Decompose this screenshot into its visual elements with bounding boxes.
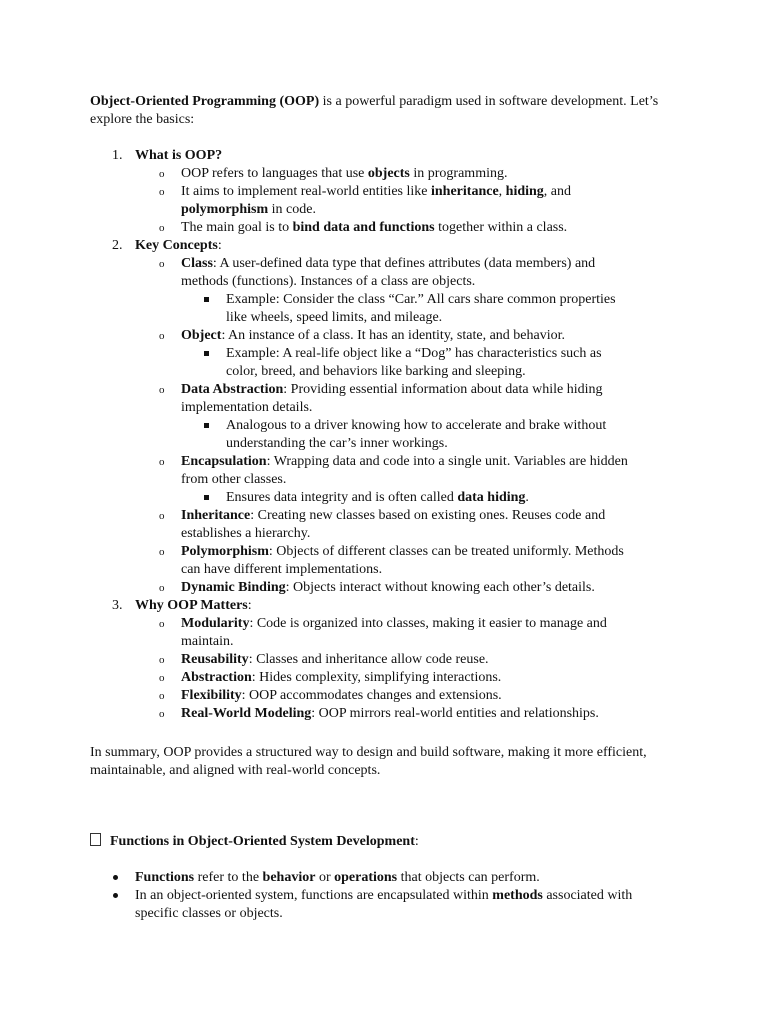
text-run: Example: A real-life object like a “Dog” has characteristics such as color, breed, and behaviors like barking and sleeping. — [226, 346, 602, 379]
sub-item — [135, 453, 631, 507]
text-run: , — [498, 184, 506, 199]
text-run: : Objects interact without knowing each other’s details. — [285, 580, 595, 595]
circle-bullet-icon: o — [159, 690, 165, 702]
bold-text: Abstraction — [181, 670, 252, 685]
sub-sub-list — [181, 291, 631, 327]
sub-item — [135, 705, 631, 723]
sub-list — [135, 165, 768, 237]
sub-item — [135, 579, 631, 597]
circle-bullet-icon: o — [159, 384, 165, 396]
text-run: together within a class. — [434, 220, 568, 235]
text-run: In an object-oriented system, functions are encapsulated within — [135, 888, 493, 903]
intro-bold: Object-Oriented Programming (OOP) — [90, 94, 320, 109]
bold-text: Data Abstraction — [181, 382, 284, 397]
section-number: 3. — [112, 598, 123, 613]
text-run: : Code is organized into classes, making it easier to manage and maintain. — [181, 616, 607, 649]
section-number: 2. — [112, 238, 123, 253]
bold-text: Real-World Modeling — [181, 706, 312, 721]
text-run: Example: Consider the class “Car.” All cars share common properties like wheels, speed limits, and mileage. — [226, 292, 616, 325]
dot-bullet-icon — [113, 893, 118, 898]
section-item — [0, 597, 768, 723]
circle-bullet-icon: o — [159, 456, 165, 468]
circle-bullet-icon: o — [159, 330, 165, 342]
bold-text: Class — [181, 256, 213, 271]
functions-bullet-item — [0, 869, 675, 887]
sub-item — [135, 327, 631, 381]
bold-text: Functions — [135, 870, 195, 885]
bold-text: methods — [492, 888, 543, 903]
circle-bullet-icon: o — [159, 258, 165, 270]
bold-text: Dynamic Binding — [181, 580, 286, 595]
bold-text: Polymorphism — [181, 544, 269, 559]
functions-heading — [90, 833, 419, 851]
bold-text: polymorphism — [181, 202, 269, 217]
square-bullet-icon — [204, 297, 209, 302]
bold-text: Flexibility — [181, 688, 242, 703]
intro-paragraph — [90, 93, 690, 129]
sub-sub-item — [181, 417, 631, 453]
bold-text: objects — [367, 166, 410, 181]
section-item — [0, 147, 768, 237]
functions-bullet-item — [0, 887, 675, 923]
bold-text: operations — [334, 870, 398, 885]
bold-text: bind data and functions — [292, 220, 435, 235]
sub-sub-item — [181, 489, 631, 507]
section-title-suffix: : — [247, 598, 252, 613]
bold-text: Modularity — [181, 616, 250, 631]
oop-outline-list — [0, 147, 768, 723]
sub-item — [135, 183, 631, 219]
text-run: : Objects of different classes can be treated uniformly. Methods can have different implementations. — [181, 544, 624, 577]
sub-sub-list — [181, 489, 631, 507]
text-run: . — [525, 490, 529, 505]
summary-paragraph: In summary, OOP provides a structured way to design and build software, making it more efficient, maintainable, and aligned with real-world concepts. — [90, 745, 647, 778]
circle-bullet-icon: o — [159, 618, 165, 630]
text-run: , and — [543, 184, 572, 199]
text-run: : Providing essential information about data while hiding implementation details. — [181, 382, 603, 415]
text-run: that objects can perform. — [397, 870, 540, 885]
dot-bullet-icon — [113, 875, 118, 880]
bold-text: data hiding — [457, 490, 526, 505]
circle-bullet-icon: o — [159, 672, 165, 684]
text-run: : Wrapping data and code into a single unit. Variables are hidden from other classes. — [181, 454, 628, 487]
bold-text: hiding — [505, 184, 544, 199]
square-bullet-icon — [204, 495, 209, 500]
bold-text: inheritance — [431, 184, 499, 199]
text-run: : Classes and inheritance allow code reuse. — [248, 652, 489, 667]
bold-text: Encapsulation — [181, 454, 267, 469]
intro-text: is a powerful paradigm used in software development. Let’s explore the basics: — [90, 94, 659, 127]
text-run: OOP refers to languages that use — [181, 166, 368, 181]
text-run: Analogous to a driver knowing how to accelerate and brake without understanding the car’s inner workings. — [226, 418, 607, 451]
sub-item — [135, 165, 631, 183]
text-run: Ensures data integrity and is often called — [226, 490, 458, 505]
text-run: refer to the — [194, 870, 263, 885]
section-item — [0, 237, 768, 597]
text-run: It aims to implement real-world entities like — [181, 184, 431, 199]
square-bullet-icon — [204, 423, 209, 428]
sub-item — [135, 651, 631, 669]
sub-sub-item — [181, 345, 631, 381]
circle-bullet-icon: o — [159, 582, 165, 594]
section-number: 1. — [112, 148, 123, 163]
circle-bullet-icon: o — [159, 510, 165, 522]
sub-list — [135, 255, 768, 597]
circle-bullet-icon: o — [159, 546, 165, 558]
text-run: : Hides complexity, simplifying interactions. — [251, 670, 502, 685]
circle-bullet-icon: o — [159, 654, 165, 666]
sub-item — [135, 615, 631, 651]
circle-bullet-icon: o — [159, 222, 165, 234]
sub-sub-list — [181, 345, 631, 381]
sub-item — [135, 687, 631, 705]
sub-item — [135, 507, 631, 543]
bold-text: Reusability — [181, 652, 249, 667]
text-run: : Creating new classes based on existing ones. Reuses code and establishes a hierarchy. — [181, 508, 606, 541]
text-run: : An instance of a class. It has an identity, state, and behavior. — [221, 328, 565, 343]
square-bullet-icon — [204, 351, 209, 356]
text-run: : OOP accommodates changes and extensions. — [241, 688, 502, 703]
bold-text: Inheritance — [181, 508, 251, 523]
section-title: Why OOP Matters — [135, 598, 248, 613]
section-title: What is OOP? — [135, 148, 223, 163]
sub-sub-list — [181, 417, 631, 453]
sub-list — [135, 615, 768, 723]
sub-item — [135, 543, 631, 579]
section-title-suffix: : — [217, 238, 222, 253]
text-run: in code. — [268, 202, 316, 217]
circle-bullet-icon: o — [159, 168, 165, 180]
circle-bullet-icon: o — [159, 186, 165, 198]
sub-item — [135, 255, 631, 327]
functions-heading-suffix: : — [414, 834, 419, 849]
text-run: or — [315, 870, 335, 885]
bold-text: behavior — [262, 870, 316, 885]
text-run: associated with specific classes or objects. — [135, 888, 633, 921]
bold-text: Object — [181, 328, 222, 343]
text-run: in programming. — [409, 166, 508, 181]
text-run: : A user-defined data type that defines attributes (data members) and methods (functions). Instances of a class are objects. — [181, 256, 596, 289]
sub-item — [135, 381, 631, 453]
sub-sub-item — [181, 291, 631, 327]
functions-bullet-list — [0, 869, 768, 923]
section-title: Key Concepts — [135, 238, 218, 253]
sub-item — [135, 219, 631, 237]
sub-item — [135, 669, 631, 687]
text-run: : OOP mirrors real-world entities and relationships. — [311, 706, 599, 721]
missing-glyph-icon — [90, 833, 101, 846]
functions-heading-bold: Functions in Object-Oriented System Development — [110, 834, 415, 849]
text-run: The main goal is to — [181, 220, 293, 235]
circle-bullet-icon: o — [159, 708, 165, 720]
